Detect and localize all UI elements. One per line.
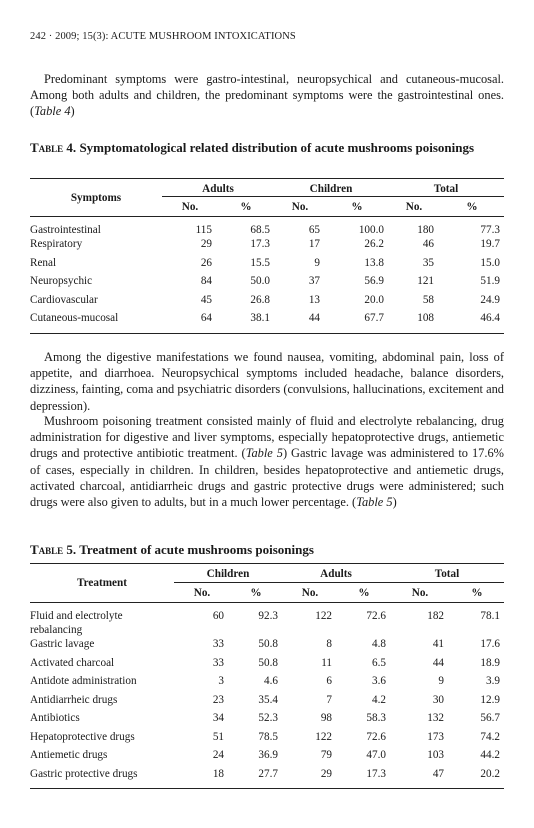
table-cell: 180 (417, 224, 434, 236)
row-label: Antiemetic drugs (30, 749, 108, 761)
table-cell: 4.6 (264, 675, 278, 687)
table-cell: 15.0 (480, 256, 500, 269)
table-reference: Table 5 (245, 446, 283, 461)
table-cell: 6 (326, 675, 332, 687)
table-cell: 26.8 (250, 293, 270, 306)
table-row (30, 767, 504, 789)
table-cell: 79 (320, 749, 332, 761)
table-cell: 11 (321, 656, 332, 669)
table-cell: 132 (427, 712, 444, 724)
table4-group-header: Children (309, 182, 353, 195)
table-cell: 56.7 (480, 712, 500, 724)
table-cell: 20.0 (364, 293, 384, 306)
table-cell: 84 (200, 275, 212, 287)
row-label: Cardiovascular (30, 293, 98, 306)
row-label: Neuropsychic (30, 275, 93, 287)
table-cell: 6.5 (372, 656, 386, 669)
table5-body (30, 603, 504, 789)
table-row (30, 637, 504, 656)
table-cell: 68.5 (250, 224, 270, 236)
table-cell: 9 (314, 256, 320, 269)
table-cell: 56.9 (364, 275, 384, 287)
table-cell: 103 (427, 749, 444, 761)
row-label: Gastric protective drugs (30, 767, 138, 780)
table-cell: 19.7 (480, 238, 500, 250)
table-cell: 51 (212, 730, 224, 743)
table-cell: 44 (432, 656, 444, 669)
table5-col-header: Treatment (30, 564, 174, 603)
table5-treatment (30, 563, 504, 789)
table-cell: 47.0 (366, 749, 386, 761)
table-row (30, 693, 504, 712)
table4-subheader: No. (388, 197, 440, 217)
table4-subheader: No. (162, 197, 218, 217)
table-reference: Table 4 (34, 104, 71, 119)
table-cell: 17.3 (366, 767, 386, 780)
paragraph-text: Mushroom poisoning treatment consisted mainly of fluid and electrolyte rebalancing, drug administration for digestive and liver symptoms, especially hepatoprotective drugs, antiemetic drugs and protective antibiotic treatment. ( (30, 414, 504, 461)
table-cell: 74.2 (480, 730, 500, 743)
table-row (30, 293, 504, 312)
paragraph-tail: ) (392, 495, 397, 510)
paragraph-tail: ) (70, 104, 75, 119)
table-cell: 8 (326, 638, 332, 650)
table-cell: 30 (432, 693, 444, 706)
table5-subheader: % (230, 583, 282, 603)
table-cell: 34 (212, 712, 224, 724)
row-label: Antidote administration (30, 675, 137, 687)
table-row (30, 217, 504, 238)
table-cell: 78.5 (258, 730, 278, 743)
table-cell: 60 (212, 610, 224, 622)
table-row (30, 311, 504, 333)
table5-subheader: No. (390, 583, 450, 603)
table-row (30, 674, 504, 693)
table-cell: 33 (212, 638, 224, 650)
table-cell: 46.4 (480, 312, 500, 324)
table-cell: 4.2 (372, 693, 386, 706)
table5-subheader: % (450, 583, 504, 603)
table-cell: 50.8 (258, 638, 278, 650)
table-cell: 35 (422, 256, 434, 269)
row-label: Antidiarrheic drugs (30, 693, 118, 706)
table-cell: 13 (308, 293, 320, 306)
table-cell: 122 (315, 730, 332, 743)
table-cell: 67.7 (364, 312, 384, 324)
table-cell: 72.6 (366, 730, 386, 743)
table4-subheader: No. (274, 197, 326, 217)
table-cell: 173 (427, 730, 444, 743)
table-cell: 24 (212, 749, 224, 761)
table-row (30, 237, 504, 256)
table5-group-header: Total (434, 568, 460, 580)
paragraph-digestive-manifestations (30, 349, 504, 414)
table-row (30, 256, 504, 275)
table-cell: 3.9 (486, 675, 500, 687)
table-reference: Table 5 (356, 495, 393, 510)
table4-col-header: Symptoms (30, 179, 162, 217)
table-cell: 18.9 (480, 656, 500, 669)
table-cell: 15.5 (250, 256, 270, 269)
table4-caption (30, 140, 506, 157)
table-row (30, 748, 504, 767)
row-label: Respiratory (30, 238, 83, 250)
table-cell: 65 (308, 224, 320, 236)
table-cell: 77.3 (480, 224, 500, 236)
table-row (30, 656, 504, 675)
table-cell: 3.6 (372, 675, 386, 687)
table-cell: 13.8 (364, 256, 384, 269)
table4-caption-text: Symptomatological related distribution of acute mushrooms poisonings (79, 140, 475, 155)
table5-subheader: % (338, 583, 390, 603)
table-cell: 108 (417, 312, 434, 324)
table-cell: 51.9 (480, 275, 500, 287)
table-cell: 24.9 (480, 293, 500, 306)
table-cell: 50.0 (250, 275, 270, 287)
row-label: Activated charcoal (30, 656, 115, 669)
table4-body (30, 217, 504, 334)
table-cell: 122 (315, 610, 332, 622)
table4-group-header: Adults (202, 182, 234, 195)
table-cell: 7 (326, 693, 332, 706)
table-cell: 9 (438, 675, 444, 687)
table-cell: 29 (200, 238, 212, 250)
paragraph-text: ) Gastric lavage was administered to 17.6% of cases, especially in children. In children, besides hepatoprotective and antiemetic drugs, activated charcoal, antidiarrheic drugs and gastric protective drugs were administered; such drugs were also given to adults, but in a much lower percentage. ( (30, 446, 504, 510)
table-row (30, 730, 504, 749)
row-label: Gastric lavage (30, 638, 95, 650)
table-cell: 26.2 (364, 238, 384, 250)
table-cell: 38.1 (250, 312, 270, 324)
table-cell: 26 (200, 256, 212, 269)
row-label: Fluid and electrolyte rebalancing (30, 610, 123, 636)
table5-caption-text: Treatment of acute mushrooms poisonings (79, 542, 314, 557)
table-cell: 58 (422, 293, 434, 306)
table5-caption (30, 542, 506, 559)
table-cell: 64 (200, 312, 212, 324)
table5-subheader: No. (174, 583, 230, 603)
table-cell: 72.6 (366, 610, 386, 622)
table-cell: 33 (212, 656, 224, 669)
table-cell: 27.7 (258, 767, 278, 780)
table-cell: 20.2 (480, 767, 500, 780)
table4-caption-label: Table 4. (30, 140, 77, 155)
table4-group-header: Total (433, 182, 459, 195)
paragraph-predominant-symptoms (30, 71, 504, 120)
table-cell: 92.3 (258, 610, 278, 622)
table-cell: 3 (218, 675, 224, 687)
running-head: 242 · 2009; 15(3): ACUTE MUSHROOM INTOXICATIONS (30, 31, 296, 42)
table-cell: 36.9 (258, 749, 278, 761)
table4-subheader: % (440, 197, 504, 217)
table-cell: 98 (320, 712, 332, 724)
table-cell: 78.1 (480, 610, 500, 622)
table-cell: 100.0 (358, 224, 384, 236)
table-cell: 4.8 (372, 638, 386, 650)
table-cell: 18 (212, 767, 224, 780)
paragraph-text: Predominant symptoms were gastro-intestinal, neuropsychical and cutaneous-mucosal. Among both adults and children, the predominant symptoms were the gastrointestinal ones. ( (30, 72, 504, 119)
table-cell: 17.3 (250, 238, 270, 250)
table5-caption-label: Table 5. (30, 542, 77, 557)
row-label: Renal (30, 256, 57, 269)
table-row (30, 603, 504, 638)
table-cell: 52.3 (258, 712, 278, 724)
table-row (30, 711, 504, 730)
table-cell: 50.8 (258, 656, 278, 669)
table5-group-header: Adults (320, 568, 352, 580)
paragraph-treatment (30, 413, 504, 510)
row-label: Gastrointestinal (30, 224, 101, 236)
table-cell: 115 (195, 224, 212, 236)
row-label: Antibiotics (30, 712, 80, 724)
paragraph-text: Among the digestive manifestations we found nausea, vomiting, abdominal pain, loss of appetite, and diarrhoea. Neuropsychical symptoms included headache, balance disorders, dizziness, fainting, coma and psychiatric disorders (convulsions, hallucinations, excitement and depression). (30, 350, 504, 413)
table4-subheader: % (218, 197, 274, 217)
table-cell: 37 (308, 275, 320, 287)
table4-subheader: % (326, 197, 388, 217)
table-cell: 47 (432, 767, 444, 780)
table-cell: 17.6 (480, 638, 500, 650)
row-label: Cutaneous-mucosal (30, 312, 119, 324)
table-cell: 46 (422, 238, 434, 250)
table-cell: 41 (432, 638, 444, 650)
table-cell: 44 (308, 312, 320, 324)
table5-subheader: No. (282, 583, 338, 603)
table5-group-header: Children (206, 568, 250, 580)
table-cell: 182 (427, 610, 444, 622)
row-label: Hepatoprotective drugs (30, 730, 135, 743)
table-cell: 58.3 (366, 712, 386, 724)
table-row (30, 274, 504, 293)
table4-symptoms (30, 178, 504, 334)
table-cell: 29 (320, 767, 332, 780)
table-cell: 12.9 (480, 693, 500, 706)
table-cell: 35.4 (258, 693, 278, 706)
table-cell: 23 (212, 693, 224, 706)
table-cell: 44.2 (480, 749, 500, 761)
table-cell: 17 (308, 238, 320, 250)
table-cell: 121 (417, 275, 434, 287)
table-cell: 45 (200, 293, 212, 306)
